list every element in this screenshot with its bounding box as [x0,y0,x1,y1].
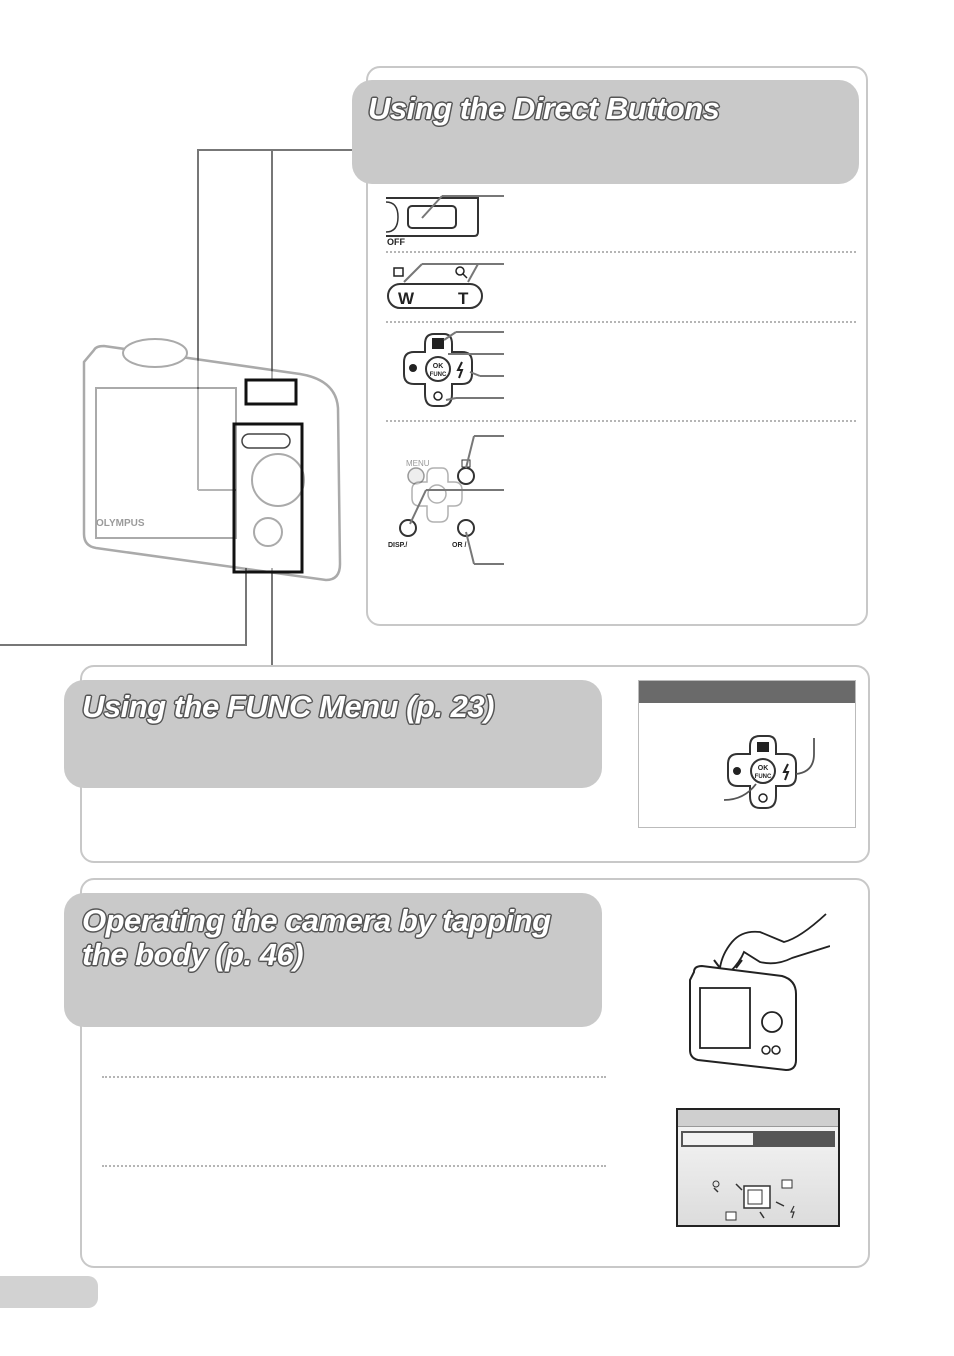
zoom-wide-label: W [398,289,415,308]
macro-icon [409,364,417,372]
tap-title: Operating the camera by tapping the body (p. 46) [82,903,551,972]
zoom-tele-label: T [458,289,469,308]
shutter-button-icon [384,192,508,248]
divider [386,321,856,323]
page-number-tab [0,1276,98,1308]
tap-screen-selected-row [681,1131,835,1147]
tap-screen-highlight [683,1133,753,1145]
divider [102,1076,606,1078]
camera-illustration [0,140,360,670]
ok-label: OK [432,363,444,370]
other-buttons-icon [386,432,510,568]
divider [386,251,856,253]
tap-screen-camera-icon [706,1172,806,1226]
hand-tapping-icon [680,910,830,1076]
arrow-pad-icon [392,330,508,412]
zoom-lever-icon [384,262,508,314]
func-menu-title: Using the FUNC Menu (p. 23) [82,689,494,724]
disp-label: DISP./ [388,542,408,549]
delete-label: OR / [452,542,467,549]
func-ok-label: OK [757,765,769,772]
divider [386,420,856,422]
camera-brand: OLYMPUS [96,518,145,529]
func-label: FUNC [429,372,447,378]
off-label: OFF [387,237,405,247]
func-inset-header [639,681,855,703]
tap-screen-header [678,1110,838,1127]
func-arrow-pad-icon [720,734,830,830]
menu-label: MENU [406,459,430,468]
func-func-label: FUNC [754,774,772,780]
direct-buttons-title: Using the Direct Buttons [368,91,720,126]
divider [102,1165,606,1167]
